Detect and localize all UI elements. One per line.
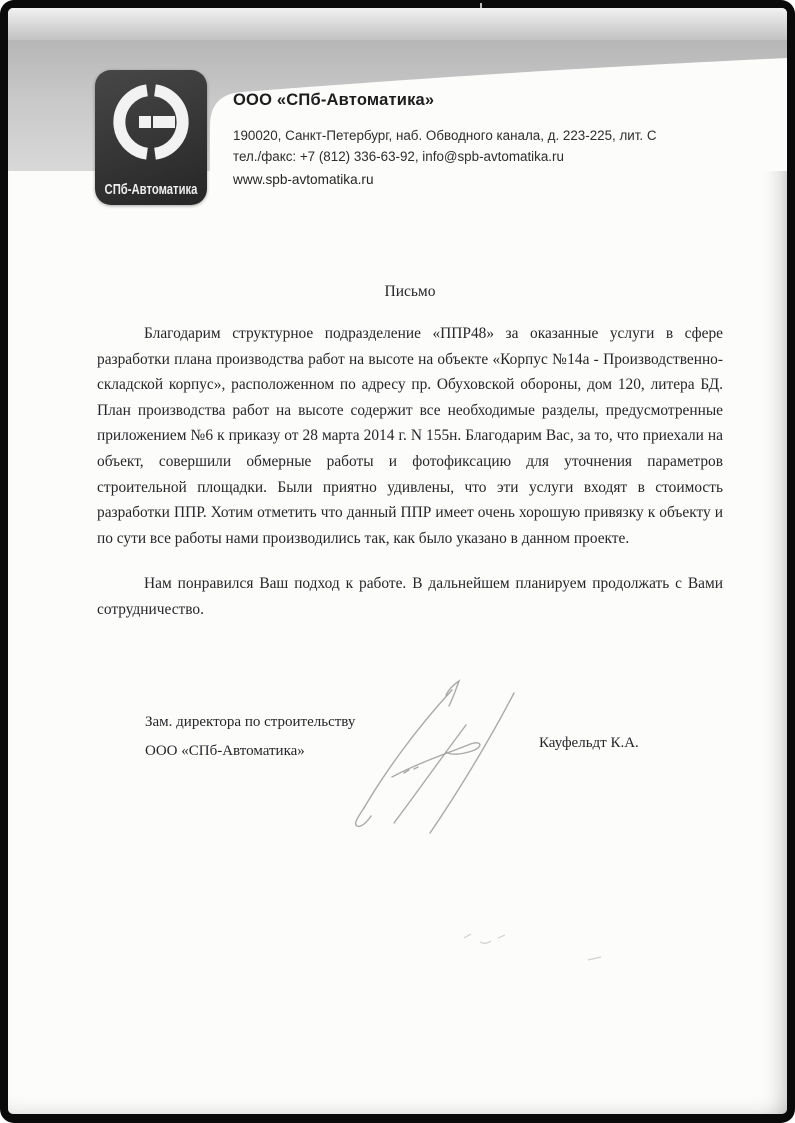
signatory-position: Зам. директора по строительству bbox=[145, 714, 356, 730]
handwritten-signature bbox=[338, 653, 558, 843]
letter-title: Письмо bbox=[384, 283, 436, 300]
company-website: www.spb-avtomatika.ru bbox=[233, 172, 374, 187]
signatory-block bbox=[145, 708, 355, 766]
signatory-name: Кауфельдт К.А. bbox=[539, 735, 639, 751]
company-name: ООО «СПб-Автоматика» bbox=[233, 91, 435, 109]
letter-paragraph-2: Нам понравился Ваш подход к работе. В дальнейшем планируем продолжать с Вами сотрудничество. bbox=[97, 575, 723, 618]
company-address: 190020, Санкт-Петербург, наб. Обводного канала, д. 223-225, лит. С bbox=[233, 128, 657, 143]
letterhead-top-shade bbox=[8, 8, 787, 40]
logo-label: СПб-Автоматика bbox=[104, 180, 198, 198]
letter-body bbox=[97, 321, 723, 623]
company-logo bbox=[95, 70, 207, 205]
scan-artifact-marks bbox=[458, 926, 628, 976]
company-phone-email: тел./факс: +7 (812) 336-63-92, info@spb-avtomatika.ru bbox=[233, 149, 564, 164]
logo-monogram-icon bbox=[95, 72, 207, 172]
letter-paragraph-1: Благодарим структурное подразделение «ППР48» за оказанные услуги в сфере разработки плана производства работ на высоте на объекте «Корпус №14а - Производственно-складской корпус», расположенном по адресу пр. Обуховской обороны, дом 120, литера БД. План производства работ на высоте содержит все необходимые разделы, предусмотренные приложением №6 к приказу от 28 марта 2014 г. N 155н. Благодарим Вас, за то, что приехали на объект, совершили обмерные работы и фотофиксацию для уточнения параметров строительной площадки. Были приятно удивлены, что эти услуги входят в стоимость разработки ППР. Хотим отметить что данный ППР имеет очень хорошую привязку к объекту и по сути все работы нами производились так, как было указано в данном проекте. bbox=[97, 325, 723, 547]
letter-page bbox=[8, 8, 787, 1114]
signatory-company: ООО «СПб-Автоматика» bbox=[145, 743, 305, 759]
